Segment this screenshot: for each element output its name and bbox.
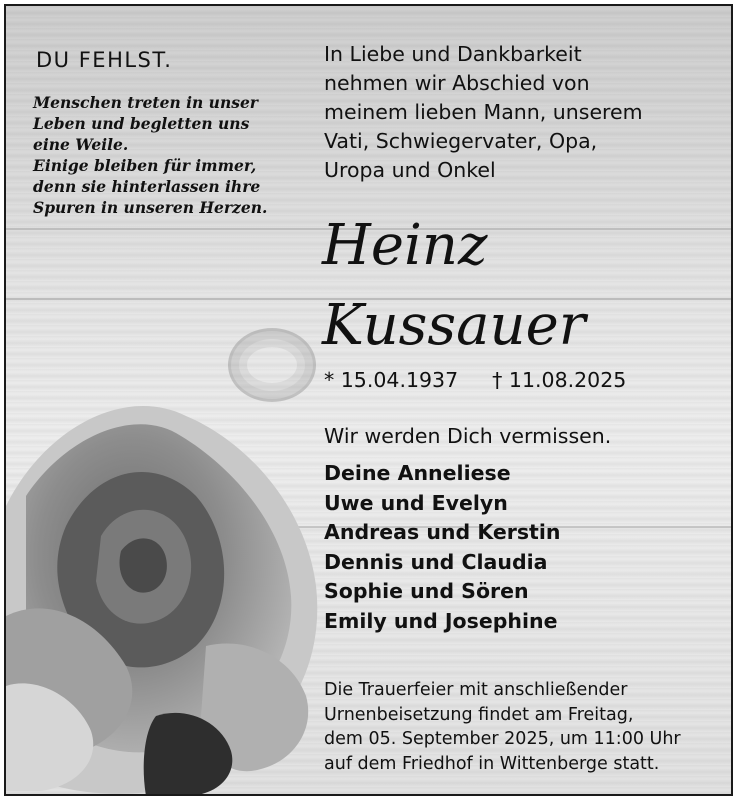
life-dates bbox=[324, 368, 626, 392]
heading: DU FEHLST. bbox=[36, 48, 173, 72]
miss-line: Wir werden Dich vermissen. bbox=[324, 424, 612, 448]
family-member: Sophie und Sören bbox=[324, 579, 529, 604]
family-member: Uwe und Evelyn bbox=[324, 490, 508, 515]
rose-image bbox=[6, 386, 336, 796]
family-member: Dennis und Claudia bbox=[324, 549, 548, 574]
death-date: † 11.08.2025 bbox=[492, 368, 627, 392]
family-list bbox=[324, 459, 724, 637]
intro-text: In Liebe und Dankbarkeit nehmen wir Abschied von meinem lieben Mann, unserem Vati, Schwiegervater, Opa, Uropa und Onkel bbox=[324, 42, 643, 182]
family-member: Deine Anneliese bbox=[324, 461, 511, 485]
family-member: Andreas und Kerstin bbox=[324, 520, 561, 545]
obituary-card bbox=[4, 4, 733, 796]
poem-text: Menschen treten in unser Leben und begletten uns eine Weile. Einige bleiben für immer, denn sie hinterlassen ihre Spuren in unseren Herzen. bbox=[33, 93, 268, 217]
family-member: Emily und Josephine bbox=[324, 608, 558, 633]
service-info: Die Trauerfeier mit anschließender Urnenbeisetzung findet am Freitag, dem 05. September 2025, um 11:00 Uhr auf dem Friedhof in Wittenberge statt. bbox=[324, 680, 681, 774]
birth-date: * 15.04.1937 bbox=[324, 368, 459, 392]
deceased-name: Heinz Kussauer bbox=[322, 213, 586, 358]
